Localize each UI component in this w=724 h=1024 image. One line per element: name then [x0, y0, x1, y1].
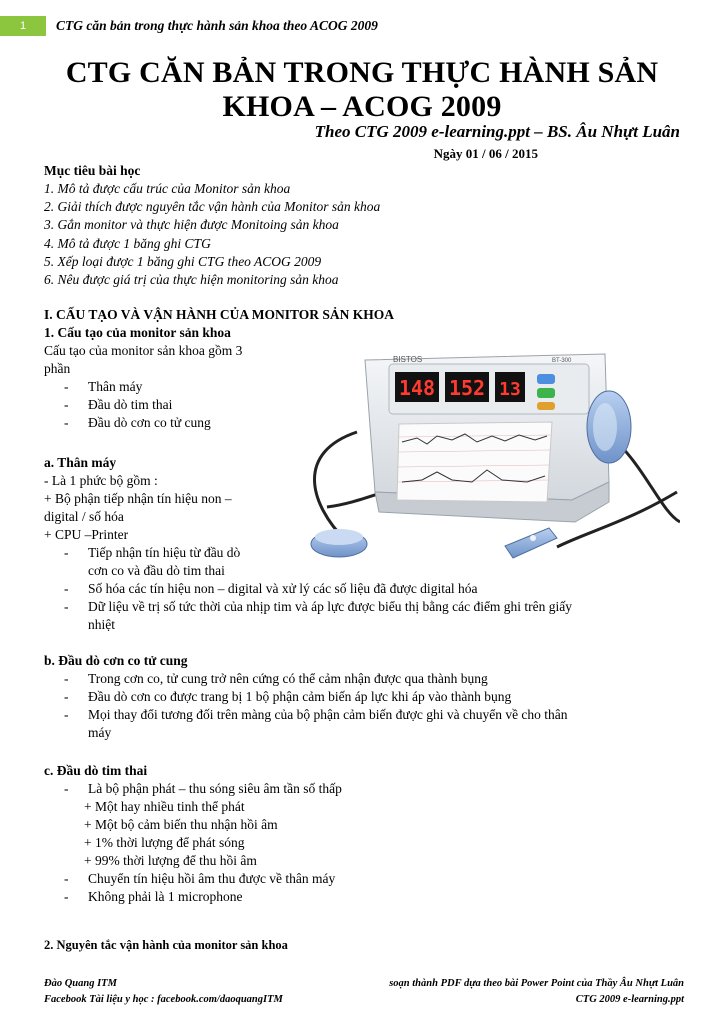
fhr1-display: 148 — [398, 376, 436, 400]
running-title: CTG căn bản trong thực hành sản khoa theo ACOG 2009 — [56, 18, 378, 33]
footer-author: Đào Quang ITM — [44, 978, 117, 989]
page-number: 1 — [0, 16, 46, 36]
toco-display: 13 — [499, 379, 521, 400]
sub-item: + Một bộ cảm biến thu nhận hồi âm — [84, 817, 278, 832]
footer-facebook: Facebook Tài liệu y học : facebook.com/daoquangITM — [44, 994, 283, 1005]
bullet-item: - Mọi thay đổi tương đối trên màng của bộ phận cảm biến được ghi và chuyển về cho thân — [44, 706, 568, 724]
bullet-item: - Tiếp nhận tín hiệu từ đầu dò — [44, 544, 572, 562]
device-model-label: BT-300 — [552, 358, 572, 364]
document-subtitle: Theo CTG 2009 e-learning.ppt – BS. Âu Nhựt Luân — [314, 122, 680, 141]
bullet-item: - Đầu dò cơn co được trang bị 1 bộ phận cảm biến áp lực khi áp vào thành bụng — [44, 688, 568, 706]
text-line: - Là 1 phức bộ gồm : — [44, 473, 158, 488]
objective-item: 3. Gắn monitor và thực hiện được Monitoing sản khoa — [44, 217, 339, 233]
text-line: digital / số hóa — [44, 509, 124, 524]
footer-line-1 — [44, 978, 684, 989]
sub-item: + 1% thời lượng để phát sóng — [84, 835, 245, 850]
objectives-section — [44, 162, 380, 289]
sub-item: + Một hay nhiều tinh thể phát — [84, 799, 245, 814]
bullet-continuation: cơn co và đầu dò tim thai — [88, 563, 225, 578]
objective-item: 4. Mô tả được 1 băng ghi CTG — [44, 235, 211, 251]
bullet-continuation: nhiệt — [88, 617, 115, 632]
intro-line: Cấu tạo của monitor sản khoa gồm 3 — [44, 343, 243, 358]
footer-line-2 — [44, 994, 684, 1005]
section-a — [44, 454, 572, 634]
objective-item: 5. Xếp loại được 1 băng ghi CTG theo ACOG 2009 — [44, 253, 322, 269]
fhr2-display: 152 — [448, 376, 486, 400]
section-b — [44, 652, 568, 742]
objective-item: 1. Mô tả được cấu trúc của Monitor sản khoa — [44, 181, 291, 196]
part-item: - Đầu dò cơn co tử cung — [44, 414, 394, 432]
section-2-heading: 2. Nguyên tắc vận hành của monitor sản khoa — [44, 938, 288, 952]
bullet-item: - Chuyển tín hiệu hồi âm thu được về thân máy — [44, 870, 342, 888]
text-line: + Bộ phận tiếp nhận tín hiệu non – — [44, 491, 232, 506]
bullet-item: - Dữ liệu về trị số tức thời của nhịp tim và áp lực được biểu thị bằng các điểm ghi trên giấy — [44, 598, 572, 616]
device-brand-label: BISTOS — [393, 355, 423, 364]
footer-source-file: CTG 2009 e-learning.ppt — [575, 994, 684, 1005]
bullet-item: - Trong cơn co, tử cung trở nên cứng có thể cảm nhận được qua thành bụng — [44, 670, 568, 688]
subsection-1-heading: 1. Cấu tạo của monitor sản khoa — [44, 325, 231, 340]
sub-item: + 99% thời lượng để thu hồi âm — [84, 853, 257, 868]
document-title — [0, 56, 724, 124]
bullet-item: - Không phải là 1 microphone — [44, 888, 342, 906]
part-item: - Đầu dò tim thai — [44, 396, 394, 414]
objective-item: 2. Giải thích được nguyên tắc vận hành của Monitor sản khoa — [44, 199, 381, 215]
section-a-heading: a. Thân máy — [44, 455, 117, 470]
page-header — [0, 0, 724, 40]
section-b-heading: b. Đầu dò cơn co tử cung — [44, 653, 188, 668]
objectives-heading: Mục tiêu bài học — [44, 163, 141, 178]
section-c-heading: c. Đầu dò tim thai — [44, 763, 148, 778]
title-line-2: KHOA – ACOG 2009 — [222, 90, 502, 123]
footer-source-note: soạn thành PDF dựa theo bài Power Point của Thầy Âu Nhựt Luân — [389, 978, 684, 989]
bullet-item: - Là bộ phận phát – thu sóng siêu âm tần số thấp — [44, 780, 342, 798]
section-c — [44, 762, 342, 906]
part-item: - Thân máy — [44, 378, 394, 396]
objective-item: 6. Nêu được giá trị của thực hiện monitoring sản khoa — [44, 272, 339, 288]
bullet-item: - Số hóa các tín hiệu non – digital và xử lý các số liệu đã được digital hóa — [44, 580, 572, 598]
document-date: Ngày 01 / 06 / 2015 — [433, 146, 538, 161]
section-1-heading: I. CẤU TẠO VÀ VẬN HÀNH CỦA MONITOR SẢN KHOA — [44, 307, 395, 322]
title-line-1: CTG CĂN BẢN TRONG THỰC HÀNH SẢN — [65, 56, 659, 89]
bullet-continuation: máy — [88, 725, 112, 740]
text-line: + CPU –Printer — [44, 527, 129, 542]
intro-line: phần — [44, 361, 71, 376]
